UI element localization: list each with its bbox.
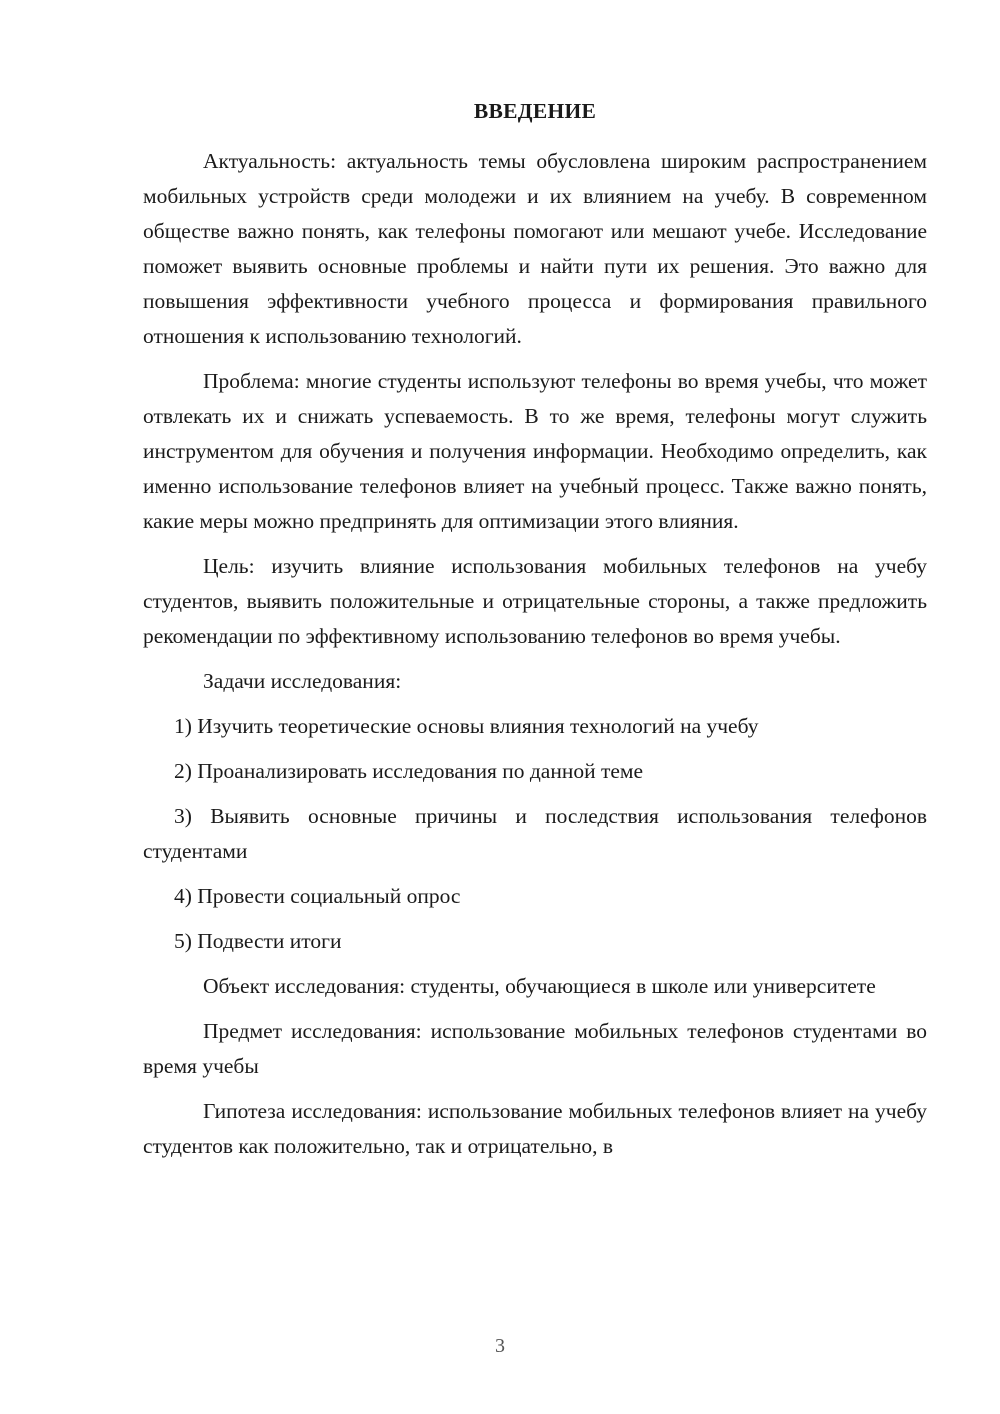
page-number: 3 (495, 1335, 505, 1357)
list-item: 3) Выявить основные причины и последствия использования телефонов студентами (143, 804, 927, 863)
section-heading: ВВЕДЕНИЕ (473, 99, 597, 123)
paragraph-tasks-intro: Задачи исследования: (203, 669, 402, 693)
paragraph-hypothesis: Гипотеза исследования: использование мобильных телефонов влияет на учебу студентов как положительно, так и отрицательно, в (143, 1099, 927, 1158)
list-item: 4) Провести социальный опрос (174, 884, 461, 908)
list-item: 5) Подвести итоги (174, 929, 342, 953)
paragraph-object: Объект исследования: студенты, обучающиеся в школе или университете (203, 974, 876, 998)
list-item: 1) Изучить теоретические основы влияния технологий на учебу (174, 714, 759, 738)
tasks-list (143, 709, 927, 959)
list-item: 2) Проанализировать исследования по данной теме (174, 759, 644, 783)
page-content (143, 96, 927, 1174)
paragraph-relevance: Актуальность: актуальность темы обусловлена широким распространением мобильных устройств среди молодежи и их влиянием на учебу. В современном обществе важно понять, как телефоны помогают или мешают учебе. Исследование поможет выявить основные проблемы и найти пути их решения. Это важно для повышения эффективности учебного процесса и формирования правильного отношения к использованию технологий. (143, 149, 927, 348)
paragraph-goal: Цель: изучить влияние использования мобильных телефонов на учебу студентов, выявить положительные и отрицательные стороны, а также предложить рекомендации по эффективному использованию телефонов во время учебы. (143, 554, 927, 648)
paragraph-subject: Предмет исследования: использование мобильных телефонов студентами во время учебы (143, 1019, 927, 1078)
paragraph-problem: Проблема: многие студенты используют телефоны во время учебы, что может отвлекать их и снижать успеваемость. В то же время, телефоны могут служить инструментом для обучения и получения информации. Необходимо определить, как именно использование телефонов влияет на учебный процесс. Также важно понять, какие меры можно предпринять для оптимизации этого влияния. (143, 369, 927, 533)
